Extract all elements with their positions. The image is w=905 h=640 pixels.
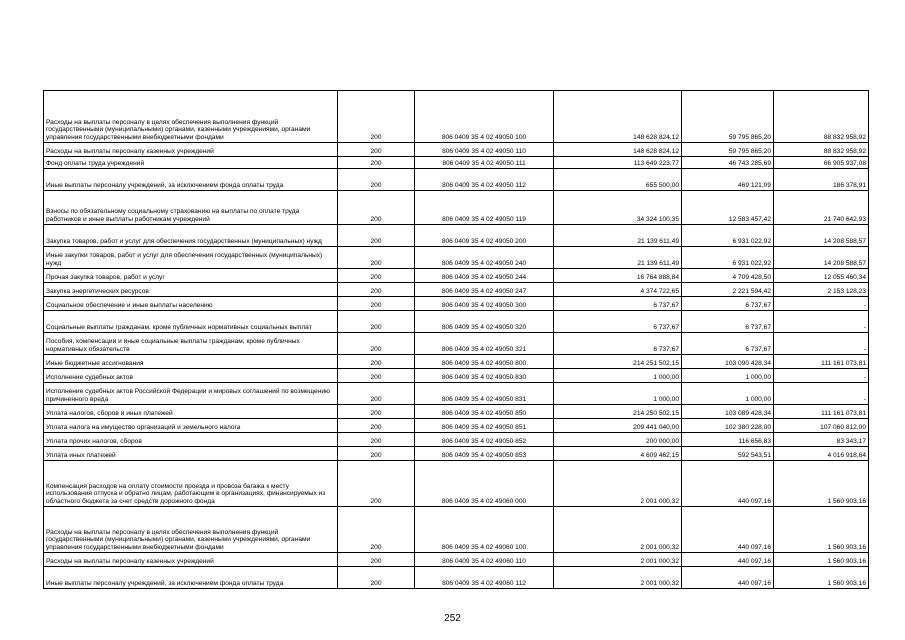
row-line-code: 200 xyxy=(338,507,415,553)
row-name: Уплата налога на имущество организаций и земельного налога xyxy=(44,419,338,433)
row-approved: 2 001 000,32 xyxy=(554,461,682,507)
row-budget-code: 806 0409 35 4 02 49050 244 xyxy=(415,269,554,283)
row-executed: 4 709 428,50 xyxy=(682,269,774,283)
row-approved: 200 000,00 xyxy=(554,433,682,447)
row-line-code: 200 xyxy=(338,283,415,297)
row-executed: 116 656,83 xyxy=(682,433,774,447)
row-budget-code: 806 0409 35 4 02 49050 851 xyxy=(415,419,554,433)
table-row xyxy=(44,225,869,247)
row-line-code: 200 xyxy=(338,383,415,405)
row-approved: 6 737,67 xyxy=(554,333,682,355)
row-budget-code: 806 0409 35 4 02 49050 110 xyxy=(415,143,554,157)
row-unexecuted: - xyxy=(774,297,869,311)
row-line-code: 200 xyxy=(338,191,415,225)
row-executed: 6 737,67 xyxy=(682,297,774,311)
row-executed: 440 097,16 xyxy=(682,507,774,553)
row-unexecuted: 88 832 958,92 xyxy=(774,91,869,143)
row-line-code: 200 xyxy=(338,269,415,283)
row-executed: 12 583 457,42 xyxy=(682,191,774,225)
row-line-code: 200 xyxy=(338,311,415,333)
row-approved: 655 500,00 xyxy=(554,169,682,191)
row-approved: 21 139 611,49 xyxy=(554,225,682,247)
row-budget-code: 806 0409 35 4 02 49050 830 xyxy=(415,369,554,383)
table-row xyxy=(44,247,869,269)
page-number: 252 xyxy=(444,613,461,624)
row-unexecuted: 14 208 588,57 xyxy=(774,225,869,247)
row-name: Расходы на выплаты персоналу казенных учреждений xyxy=(44,143,338,157)
table-row xyxy=(44,567,869,589)
row-unexecuted: 111 161 073,81 xyxy=(774,355,869,369)
row-executed: 6 737,67 xyxy=(682,311,774,333)
row-budget-code: 806 0409 35 4 02 49050 321 xyxy=(415,333,554,355)
row-unexecuted: 1 560 903,16 xyxy=(774,567,869,589)
table-row xyxy=(44,297,869,311)
row-approved: 214 250 502,15 xyxy=(554,405,682,419)
row-executed: 103 090 428,34 xyxy=(682,355,774,369)
row-name: Прочая закупка товаров, работ и услуг xyxy=(44,269,338,283)
row-unexecuted: 66 905 937,08 xyxy=(774,157,869,169)
table-row xyxy=(44,553,869,567)
row-name: Закупка энергетических ресурсов xyxy=(44,283,338,297)
row-approved: 6 737,67 xyxy=(554,311,682,333)
row-unexecuted: 107 060 812,00 xyxy=(774,419,869,433)
table-row xyxy=(44,507,869,553)
row-budget-code: 806 0409 35 4 02 49050 119 xyxy=(415,191,554,225)
row-line-code: 200 xyxy=(338,91,415,143)
row-approved: 148 628 824,12 xyxy=(554,91,682,143)
table-row xyxy=(44,191,869,225)
row-unexecuted: 21 740 642,93 xyxy=(774,191,869,225)
row-line-code: 200 xyxy=(338,461,415,507)
row-executed: 103 089 428,34 xyxy=(682,405,774,419)
row-unexecuted: 186 378,91 xyxy=(774,169,869,191)
table-row xyxy=(44,91,869,143)
row-executed: 1 000,00 xyxy=(682,383,774,405)
row-line-code: 200 xyxy=(338,553,415,567)
table-row xyxy=(44,157,869,169)
row-unexecuted: 111 161 073,81 xyxy=(774,405,869,419)
table-row xyxy=(44,169,869,191)
row-approved: 4 374 722,65 xyxy=(554,283,682,297)
table-body xyxy=(44,91,869,589)
row-approved: 4 609 462,15 xyxy=(554,447,682,461)
row-approved: 16 764 888,84 xyxy=(554,269,682,283)
row-line-code: 200 xyxy=(338,157,415,169)
row-line-code: 200 xyxy=(338,297,415,311)
row-executed: 6 931 022,92 xyxy=(682,225,774,247)
budget-table xyxy=(43,90,869,589)
row-line-code: 200 xyxy=(338,405,415,419)
table-row xyxy=(44,143,869,157)
row-unexecuted: 88 832 958,92 xyxy=(774,143,869,157)
row-name: Закупка товаров, работ и услуг для обеспечения государственных (муниципальных) нужд xyxy=(44,225,338,247)
row-name: Уплата иных платежей xyxy=(44,447,338,461)
row-executed: 102 380 228,00 xyxy=(682,419,774,433)
row-name: Уплата прочих налогов, сборов xyxy=(44,433,338,447)
row-line-code: 200 xyxy=(338,143,415,157)
table-row xyxy=(44,283,869,297)
table-row xyxy=(44,383,869,405)
row-approved: 1 000,00 xyxy=(554,383,682,405)
row-line-code: 200 xyxy=(338,247,415,269)
row-name: Уплата налогов, сборов и иных платежей xyxy=(44,405,338,419)
row-unexecuted: 1 560 903,16 xyxy=(774,553,869,567)
row-approved: 21 139 611,49 xyxy=(554,247,682,269)
row-name: Исполнение судебных актов Российской Федерации и мировых соглашений по возмещению причиненного вреда xyxy=(44,383,338,405)
row-executed: 440 097,16 xyxy=(682,567,774,589)
row-budget-code: 806 0409 35 4 02 49050 852 xyxy=(415,433,554,447)
row-unexecuted: 2 153 128,23 xyxy=(774,283,869,297)
row-name: Расходы на выплаты персоналу в целях обеспечения выполнения функций государственными (муниципальными) органами, казенными учреждениями, органами управления государственными внебюджетными фондами xyxy=(44,91,338,143)
row-executed: 592 543,51 xyxy=(682,447,774,461)
row-line-code: 200 xyxy=(338,333,415,355)
row-budget-code: 806 0409 35 4 02 49060 112 xyxy=(415,567,554,589)
row-approved: 2 001 000,32 xyxy=(554,553,682,567)
row-name: Пособия, компенсации и иные социальные выплаты гражданам, кроме публичных нормативных обязательств xyxy=(44,333,338,355)
row-budget-code: 806 0409 35 4 02 49050 100 xyxy=(415,91,554,143)
row-budget-code: 806 0409 35 4 02 49050 853 xyxy=(415,447,554,461)
row-executed: 2 221 594,42 xyxy=(682,283,774,297)
row-budget-code: 806 0409 35 4 02 49050 800 xyxy=(415,355,554,369)
row-unexecuted: 1 560 903,16 xyxy=(774,507,869,553)
table-row xyxy=(44,269,869,283)
table-row xyxy=(44,405,869,419)
row-line-code: 200 xyxy=(338,369,415,383)
row-name: Фонд оплаты труда учреждений xyxy=(44,157,338,169)
row-approved: 214 251 502,15 xyxy=(554,355,682,369)
row-approved: 2 001 000,32 xyxy=(554,567,682,589)
row-name: Взносы по обязательному социальному страхованию на выплаты по оплате труда работников и иные выплаты работникам учреждений xyxy=(44,191,338,225)
row-budget-code: 806 0409 35 4 02 49050 200 xyxy=(415,225,554,247)
table-row xyxy=(44,355,869,369)
row-executed: 440 097,16 xyxy=(682,553,774,567)
row-line-code: 200 xyxy=(338,567,415,589)
row-executed: 440 097,16 xyxy=(682,461,774,507)
row-approved: 6 737,67 xyxy=(554,297,682,311)
row-budget-code: 806 0409 35 4 02 49050 850 xyxy=(415,405,554,419)
row-name: Иные выплаты персоналу учреждений, за исключением фонда оплаты труда xyxy=(44,169,338,191)
row-approved: 2 001 000,32 xyxy=(554,507,682,553)
row-approved: 113 649 223,77 xyxy=(554,157,682,169)
row-executed: 6 931 022,92 xyxy=(682,247,774,269)
row-executed: 1 000,00 xyxy=(682,369,774,383)
row-unexecuted: - xyxy=(774,311,869,333)
row-name: Иные выплаты персоналу учреждений, за исключением фонда оплаты труда xyxy=(44,567,338,589)
row-name: Расходы на выплаты персоналу в целях обеспечения выполнения функций государственными (муниципальными) органами, казенными учреждениями, органами управления государственными внебюджетными фондами xyxy=(44,507,338,553)
table-row xyxy=(44,311,869,333)
row-budget-code: 806 0409 35 4 02 49050 247 xyxy=(415,283,554,297)
row-approved: 209 441 040,00 xyxy=(554,419,682,433)
row-name: Компенсация расходов на оплату стоимости проезда и провоза багажа к месту использования отпуска и обратно лицам, работающим в организациях, финансируемых из областного бюджета за счет средств дорожного фонда xyxy=(44,461,338,507)
row-budget-code: 806 0409 35 4 02 49060 000 xyxy=(415,461,554,507)
row-budget-code: 806 0409 35 4 02 49050 300 xyxy=(415,297,554,311)
table-row xyxy=(44,433,869,447)
row-name: Социальные выплаты гражданам, кроме публичных нормативных социальных выплат xyxy=(44,311,338,333)
row-budget-code: 806 0409 35 4 02 49050 240 xyxy=(415,247,554,269)
row-line-code: 200 xyxy=(338,419,415,433)
row-approved: 148 628 824,12 xyxy=(554,143,682,157)
table-row xyxy=(44,369,869,383)
row-approved: 34 324 100,35 xyxy=(554,191,682,225)
row-executed: 59 795 865,20 xyxy=(682,143,774,157)
table-row xyxy=(44,333,869,355)
row-budget-code: 806 0409 35 4 02 49050 112 xyxy=(415,169,554,191)
row-line-code: 200 xyxy=(338,225,415,247)
row-unexecuted: 4 016 918,64 xyxy=(774,447,869,461)
table-row xyxy=(44,447,869,461)
row-approved: 1 000,00 xyxy=(554,369,682,383)
row-line-code: 200 xyxy=(338,169,415,191)
row-line-code: 200 xyxy=(338,447,415,461)
row-name: Иные бюджетные ассигнования xyxy=(44,355,338,369)
table-row xyxy=(44,461,869,507)
row-unexecuted: 83 343,17 xyxy=(774,433,869,447)
row-budget-code: 806 0409 35 4 02 49060 110 xyxy=(415,553,554,567)
row-unexecuted: 12 055 460,34 xyxy=(774,269,869,283)
row-budget-code: 806 0409 35 4 02 49060 100 xyxy=(415,507,554,553)
row-unexecuted: 14 208 588,57 xyxy=(774,247,869,269)
row-name: Социальное обеспечение и иные выплаты населению xyxy=(44,297,338,311)
row-unexecuted: - xyxy=(774,333,869,355)
row-budget-code: 806 0409 35 4 02 49050 320 xyxy=(415,311,554,333)
row-name: Иные закупки товаров, работ и услуг для обеспечения государственных (муниципальных) нужд xyxy=(44,247,338,269)
row-executed: 46 743 285,69 xyxy=(682,157,774,169)
row-budget-code: 806 0409 35 4 02 49050 831 xyxy=(415,383,554,405)
row-unexecuted: - xyxy=(774,369,869,383)
row-executed: 59 795 865,20 xyxy=(682,91,774,143)
row-line-code: 200 xyxy=(338,433,415,447)
row-executed: 6 737,67 xyxy=(682,333,774,355)
row-budget-code: 806 0409 35 4 02 49050 111 xyxy=(415,157,554,169)
row-line-code: 200 xyxy=(338,355,415,369)
table-row xyxy=(44,419,869,433)
row-unexecuted: - xyxy=(774,383,869,405)
row-executed: 469 121,09 xyxy=(682,169,774,191)
row-unexecuted: 1 560 903,16 xyxy=(774,461,869,507)
row-name: Расходы на выплаты персоналу казенных учреждений xyxy=(44,553,338,567)
row-name: Исполнение судебных актов xyxy=(44,369,338,383)
